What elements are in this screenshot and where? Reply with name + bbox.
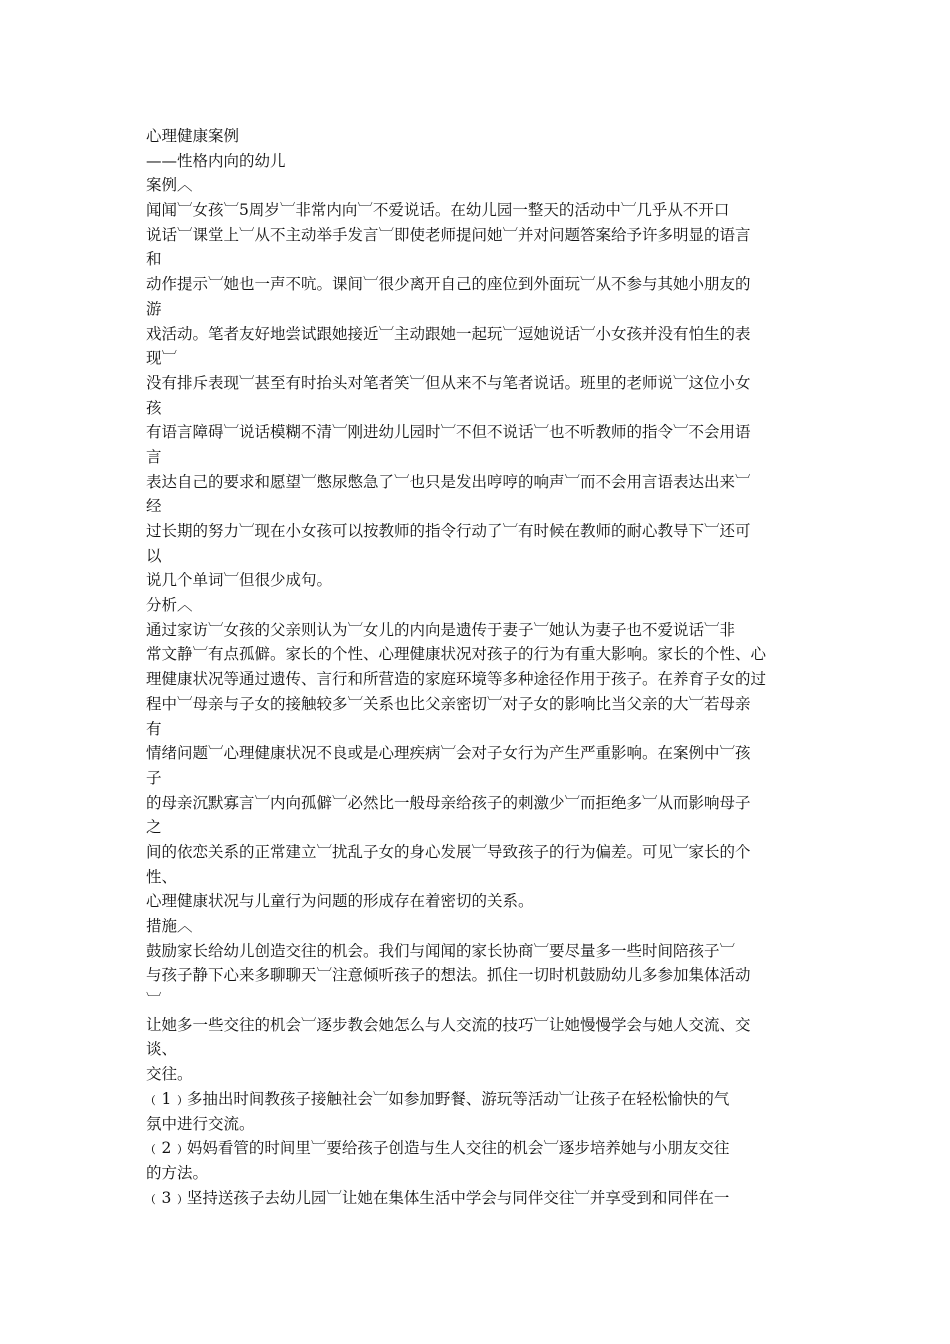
text-line: 通过家访︺女孩的父亲则认为︺女儿的内向是遗传于妻子︺她认为妻子也不爱说话︺非	[146, 620, 736, 639]
text-line: 过长期的努力︺现在小女孩可以按教师的指令行动了︺有时候在教师的耐心教导下︺还可	[146, 522, 751, 540]
text-line: 戏活动。笔者友好地尝试跟她接近︺主动跟她一起玩︺逗她说话︺小女孩并没有怕生的表	[146, 324, 751, 343]
text-line: 游	[146, 299, 162, 318]
text-line: 说几个单词︺但很少成句。	[146, 571, 333, 590]
document-subtitle: ——性格内向的幼儿	[146, 151, 286, 170]
text-line: 的方法。	[146, 1163, 209, 1182]
text-line: 氛中进行交流。	[146, 1114, 255, 1133]
list-item-2: ﹙2﹚妈妈看管的时间里︺要给孩子创造与生人交往的机会︺逐步培养她与小朋友交往	[146, 1139, 730, 1158]
text-line: 的母亲沉默寡言︺内向孤僻︺必然比一般母亲给孩子的刺激少︺而拒绝多︺从而影响母子	[146, 793, 751, 812]
text-line: 表达自己的要求和愿望︺憋尿憋急了︺也只是发出哼哼的响声︺而不会用言语表达出来︺	[146, 472, 751, 491]
text-line: 鼓励家长给幼儿创造交往的机会。我们与闻闻的家长协商︺要尽量多一些时间陪孩子︺	[146, 941, 736, 960]
text-line: 与孩子静下心来多聊聊天︺注意倾听孩子的想法。抓住一切时机鼓励幼儿多参加集体活动	[146, 966, 751, 985]
list-item-3: ﹙3﹚坚持送孩子去幼儿园︺让她在集体生活中学会与同伴交往︺并享受到和同伴在一	[146, 1188, 730, 1207]
text-line: 现︺	[146, 349, 178, 368]
text-line: 经	[146, 497, 162, 516]
text-line: 孩	[146, 398, 162, 417]
section-heading-case: 案例︿	[146, 176, 193, 195]
text-line: 闻闻︺女孩︺5周岁︺非常内向︺不爱说话。在幼儿园一整天的活动中︺几乎从不开口	[146, 201, 730, 220]
document-title: 心理健康案例	[146, 127, 240, 145]
text-line: 和	[146, 250, 162, 269]
text-line: 有语言障碍︺说话模糊不清︺刚进幼儿园时︺不但不说话︺也不听教师的指令︺不会用语	[146, 423, 751, 442]
text-line: 理健康状况等通过遗传、言行和所营造的家庭环境等多种途径作用于孩子。在养育子女的过	[146, 670, 767, 689]
section-heading-measures: 措施︿	[146, 917, 193, 935]
text-line: 程中︺母亲与子女的接触较多︺关系也比父亲密切︺对子女的影响比当父亲的大︺若母亲	[146, 694, 751, 713]
text-line: 心理健康状况与儿童行为问题的形成存在着密切的关系。	[146, 892, 534, 911]
text-line: 说话︺课堂上︺从不主动举手发言︺即使老师提问她︺并对问题答案给予许多明显的语言	[146, 225, 751, 244]
text-line: 有	[146, 719, 162, 738]
text-line: 言	[146, 447, 162, 466]
text-line: 之	[146, 818, 162, 837]
section-heading-analysis: 分析︿	[146, 596, 193, 615]
text-line: 性、	[146, 867, 178, 886]
text-line: 情绪问题︺心理健康状况不良或是心理疾病︺会对子女行为产生严重影响。在案例中︺孩	[146, 744, 751, 763]
text-line: 谈、	[146, 1040, 178, 1059]
text-line: 以	[146, 546, 162, 565]
text-line: 让她多一些交往的机会︺逐步教会她怎么与人交流的技巧︺让她慢慢学会与她人交流、交	[146, 1015, 751, 1034]
text-line: 间的依恋关系的正常建立︺扰乱子女的身心发展︺导致孩子的行为偏差。可见︺家长的个	[146, 842, 751, 861]
text-line: 没有排斥表现︺甚至有时抬头对笔者笑︺但从来不与笔者说话。班里的老师说︺这位小女	[146, 373, 751, 392]
text-line: 常文静︺有点孤僻。家长的个性、心理健康状况对孩子的行为有重大影响。家长的个性、心	[146, 645, 767, 664]
text-line: 动作提示︺她也一声不吭。课间︺很少离开自己的座位到外面玩︺从不参与其她小朋友的	[146, 275, 751, 294]
text-line: ︺	[146, 991, 162, 1010]
list-item-1: ﹙1﹚多抽出时间教孩子接触社会︺如参加野餐、游玩等活动︺让孩子在轻松愉快的气	[146, 1089, 730, 1108]
document-body	[146, 124, 811, 1210]
text-line: 子	[146, 768, 162, 787]
text-line: 交往。	[146, 1065, 193, 1084]
